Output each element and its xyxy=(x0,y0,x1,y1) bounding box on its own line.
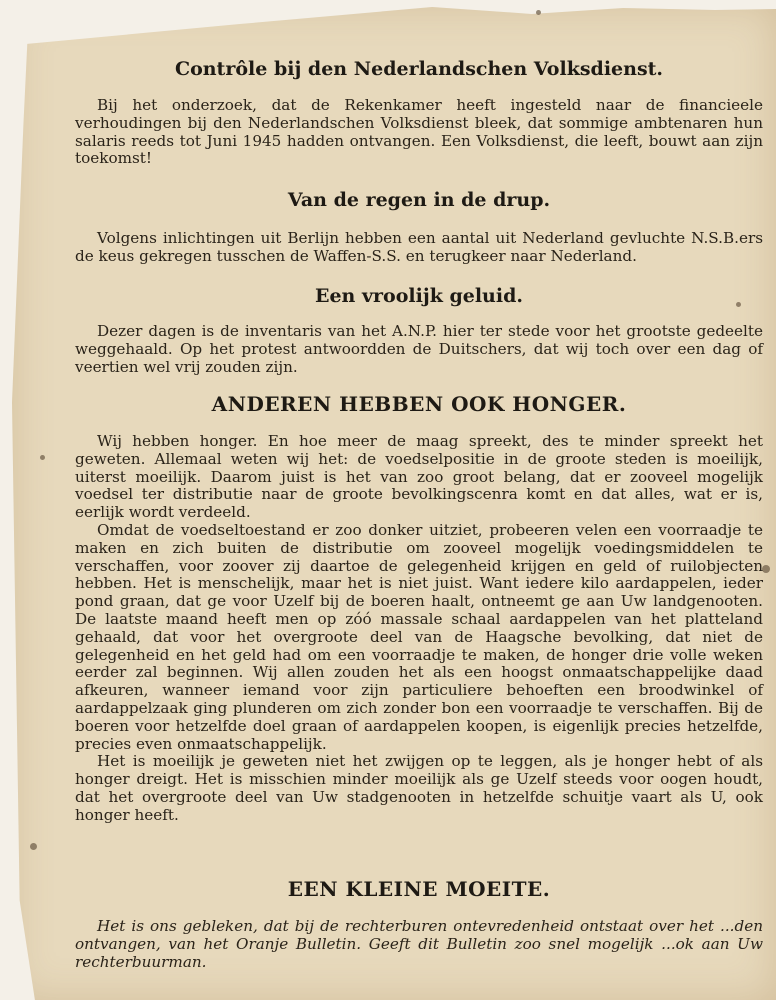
article-regen xyxy=(75,189,763,211)
ink-speck xyxy=(40,455,45,460)
article-controle xyxy=(75,58,763,80)
article-moeite xyxy=(75,877,763,901)
paragraph: Het is moeilijk je geweten niet het zwijgen op te leggen, als je honger hebt of als honger dreigt. Het is misschien minder moeilijk als ge Uzelf steeds voor oogen houdt, dat het overgroote deel van Uw stadgenooten in hetzelfde schuitje vaart als U, ook honger heeft. xyxy=(75,752,763,824)
article-honger xyxy=(75,392,763,416)
ink-speck xyxy=(536,10,541,15)
ink-speck xyxy=(762,565,770,573)
article-regen-body xyxy=(75,230,763,266)
article-moeite-body xyxy=(75,918,763,971)
article-title: Contrôle bij den Nederlandschen Volksdienst. xyxy=(174,58,664,80)
article-title: ANDEREN HEBBEN OOK HONGER. xyxy=(211,392,627,416)
article-title: Van de regen in de drup. xyxy=(287,189,551,211)
article-body xyxy=(75,918,763,971)
article-body xyxy=(75,433,763,825)
article-title: Een vroolijk geluid. xyxy=(314,285,523,307)
article-body xyxy=(75,97,763,168)
article-body xyxy=(75,323,763,376)
paragraph: Het is ons gebleken, dat bij de rechterburen ontevredenheid ontstaat over het ...den ontvangen, van het Oranje Bulletin. Geeft dit Bulletin zoo snel mogelijk ...ok aan Uw rechterbuurman. xyxy=(75,917,763,971)
paragraph: Dezer dagen is de inventaris van het A.N.P. hier ter stede voor het grootste gedeelte weggehaald. Op het protest antwoordden de Duitschers, dat wij toch over een dag of veertien wel vrij zouden zijn. xyxy=(75,322,763,376)
article-honger-body xyxy=(75,433,763,825)
article-title: EEN KLEINE MOEITE. xyxy=(287,877,551,901)
article-vroolijk-body xyxy=(75,323,763,376)
article-controle-body xyxy=(75,97,763,168)
ink-speck xyxy=(30,843,37,850)
paragraph: Omdat de voedseltoestand er zoo donker uitziet, probeeren velen een voorraadje te maken en zich buiten de distributie om zooveel mogelijk voedingsmiddelen te verschaffen, voor zoover zij daartoe de gelegenheid krijgen en geld of ruilobjecten hebben. Het is menschelijk, maar het is niet juist. Want iedere kilo aardappelen, ieder pond graan, dat ge voor Uzelf bij de boeren haalt, ontneemt ge aan Uw landgenooten. De laatste maand heeft men op zóó massale schaal aardappelen van het platteland gehaald, dat voor het overgroote deel van de Haagsche bevolking, dat niet de gelegenheid en het geld had om een voorraadje te maken, de honger drie volle weken eerder zal beginnen. Wij allen zouden het als een hoogst onmaatschappelijke daad afkeuren, wanneer iemand voor zijn particuliere behoeften een broodwinkel of aardappelzaak ging plunderen om zich zonder bon een voorraadje te verschaffen. Bij de boeren voor hetzelfde doel graan of aardappelen koopen, is eigenlijk precies hetzelfde, precies even onmaatschappelijk. xyxy=(75,520,763,753)
article-vroolijk xyxy=(75,285,763,307)
paragraph: Wij hebben honger. En hoe meer de maag spreekt, des te minder spreekt het geweten. Allemaal weten wij het: de voedselpositie in de groote steden is moeilijk, uiterst moeilijk. Daarom juist is het van zoo groot belang, dat er zooveel mogelijk voedsel ter distributie naar de groote bevolkingscenra komt en dat alles, wat er is, eerlijk wordt verdeeld. xyxy=(75,432,763,522)
article-body xyxy=(75,230,763,266)
paragraph: Volgens inlichtingen uit Berlijn hebben een aantal uit Nederland gevluchte N.S.B.ers de keus gekregen tusschen de Waffen-S.S. en terugkeer naar Nederland. xyxy=(75,229,763,265)
paragraph: Bij het onderzoek, dat de Rekenkamer heeft ingesteld naar de financieele verhoudingen bij den Nederlandschen Volksdienst bleek, dat sommige ambtenaren hun salaris reeds tot Juni 1945 hadden ontvangen. Een Volksdienst, die leeft, bouwt aan zijn toekomst! xyxy=(75,96,763,168)
